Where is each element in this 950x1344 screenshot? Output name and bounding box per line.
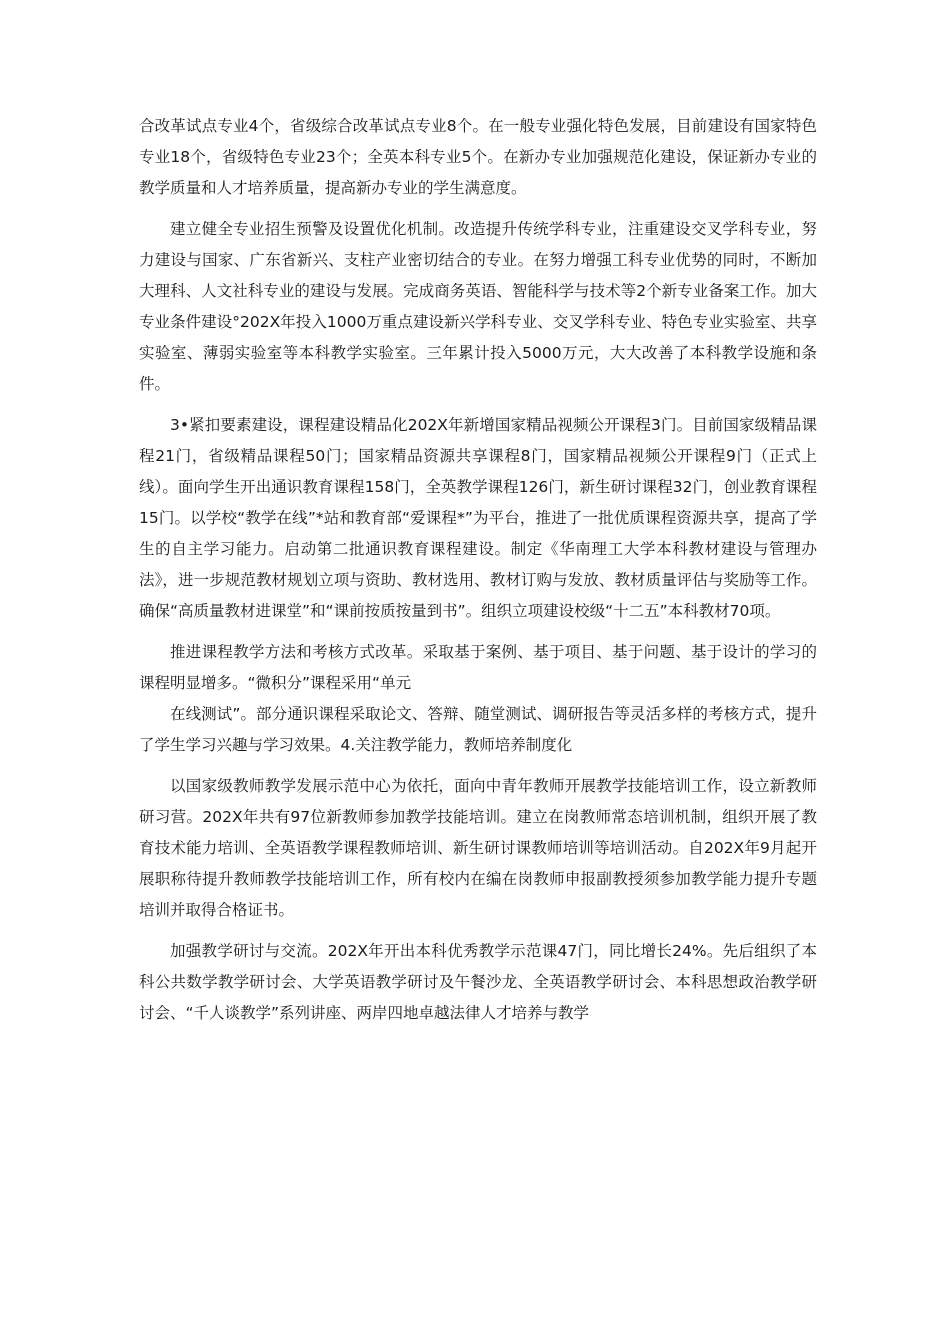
document-body	[139, 111, 817, 1029]
paragraph-3: 3•紧扣要素建设，课程建设精品化202X年新增国家精品视频公开课程3门。目前国家级精品课程21门，省级精品课程50门；国家精品资源共享课程8门，国家精品视频公开课程9门（正式上线）。面向学生开出通识教育课程158门，全英教学课程126门，新生研讨课程32门，创业教育课程15门。以学校“教学在线”*站和教育部“爱课程*”为平台，推进了一批优质课程资源共享，提高了学生的自主学习能力。启动第二批通识教育课程建设。制定《华南理工大学本科教材建设与管理办法》，进一步规范教材规划立项与资助、教材选用、教材订购与发放、教材质量评估与奖励等工作。确保“高质量教材进课堂”和“课前按质按量到书”。组织立项建设校级“十二五”本科教材70项。	[139, 416, 817, 620]
paragraph-2: 建立健全专业招生预警及设置优化机制。改造提升传统学科专业，注重建设交叉学科专业，努力建设与国家、广东省新兴、支柱产业密切结合的专业。在努力增强工科专业优势的同时，不断加大理科、人文社科专业的建设与发展。完成商务英语、智能科学与技术等2个新专业备案工作。加大专业条件建设°202X年投入1000万重点建设新兴学科专业、交叉学科专业、特色专业实验室、共享实验室、薄弱实验室等本科教学实验室。三年累计投入5000万元，大大改善了本科教学设施和条件。	[139, 220, 817, 393]
paragraph-6: 以国家级教师教学发展示范中心为依托，面向中青年教师开展教学技能培训工作，设立新教师研习营。202X年共有97位新教师参加教学技能培训。建立在岗教师常态培训机制，组织开展了教育技术能力培训、全英语教学课程教师培训、新生研讨课教师培训等培训活动。自202X年9月起开展职称待提升教师教学技能培训工作，所有校内在编在岗教师申报副教授须参加教学能力提升专题培训并取得合格证书。	[139, 777, 817, 919]
paragraph-4: 推进课程教学方法和考核方式改革。采取基于案例、基于项目、基于问题、基于设计的学习的课程明显增多。“微积分”课程采用“单元	[139, 643, 817, 692]
paragraph-7: 加强教学研讨与交流。202X年开出本科优秀教学示范课47门，同比增长24%。先后组织了本科公共数学教学研讨会、大学英语教学研讨及午餐沙龙、全英语教学研讨会、本科思想政治教学研讨会、“千人谈教学”系列讲座、两岸四地卓越法律人才培养与教学	[139, 942, 817, 1022]
paragraph-5: 在线测试”。部分通识课程采取论文、答辩、随堂测试、调研报告等灵活多样的考核方式，提升了学生学习兴趣与学习效果。4.关注教学能力，教师培养制度化	[139, 705, 817, 754]
paragraph-1: 合改革试点专业4个，省级综合改革试点专业8个。在一般专业强化特色发展，目前建设有国家特色专业18个，省级特色专业23个；全英本科专业5个。在新办专业加强规范化建设，保证新办专业的教学质量和人才培养质量，提高新办专业的学生满意度。	[139, 117, 817, 197]
